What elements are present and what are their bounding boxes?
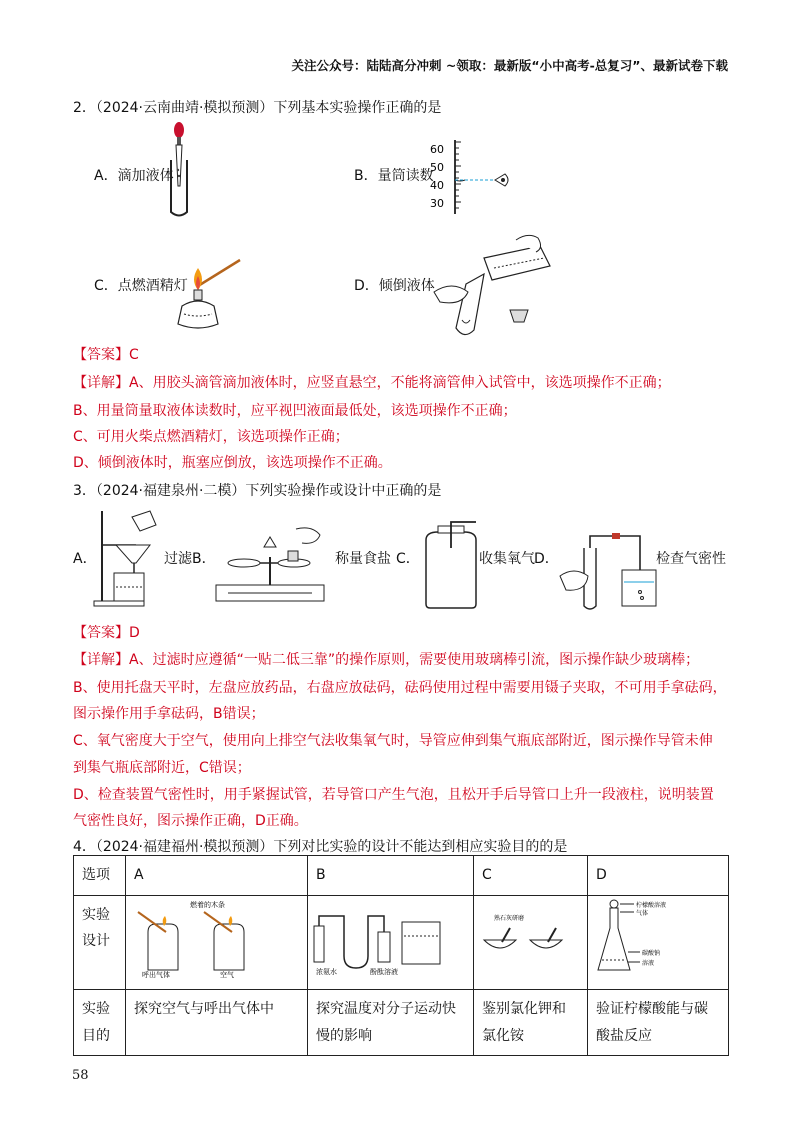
q2-fig-a-dropper bbox=[164, 120, 194, 220]
page-number: 58 bbox=[72, 1068, 89, 1083]
table-row bbox=[74, 990, 729, 1056]
q2-detail-1: 【详解】A、用胶头滴管滴加液体时，应竖直悬空，不能将滴管伸入试管中，该选项操作不正确； bbox=[73, 375, 671, 391]
q3-detail-2: B、使用托盘天平时，左盘应放药品，右盘应放砝码，砝码使用过程中需要用镊子夹取，不可用手拿砝码， bbox=[73, 680, 727, 696]
q2-fig-c-lamp bbox=[176, 258, 246, 336]
mortar-icon bbox=[484, 940, 516, 948]
q3-option-b: B． bbox=[192, 551, 216, 567]
q4-title: 4．（2024·福建福州·模拟预测）下列对比实验的设计不能达到相应实验目的的是 bbox=[73, 839, 568, 855]
test-tube-icon bbox=[456, 274, 484, 335]
q3-detail-7: 气密性良好，图示操作正确，D正确。 bbox=[73, 813, 308, 829]
table-cell bbox=[74, 990, 126, 1056]
q3-fig-d-airtight bbox=[556, 530, 666, 612]
table-row bbox=[74, 895, 729, 990]
table-row-label: 实验目的 bbox=[82, 1001, 110, 1044]
q3-detail-5: 到集气瓶底部附近，C错误； bbox=[73, 760, 251, 776]
fig-label: 空气 bbox=[220, 970, 234, 978]
q2-option-b: B．量筒读数 bbox=[354, 168, 434, 184]
hand-icon bbox=[296, 528, 320, 543]
u-tube-icon bbox=[319, 916, 384, 968]
fig-label: 浓氨水 bbox=[316, 967, 337, 976]
erlenmeyer-flask-icon bbox=[598, 908, 630, 970]
table-cell: D bbox=[588, 856, 729, 896]
funnel-icon bbox=[610, 900, 618, 908]
fig-label: 酚酞溶液 bbox=[370, 967, 398, 976]
q3-option-c-label: 收集氧气 bbox=[479, 551, 535, 567]
q3-option-b-label: 称量食盐 bbox=[335, 551, 391, 567]
test-tube-icon bbox=[378, 932, 390, 962]
q2-option-d: D．倾倒液体 bbox=[354, 278, 435, 294]
funnel-icon bbox=[116, 545, 150, 563]
table-cell: 验证柠檬酸能与碳酸盐反应 bbox=[588, 990, 729, 1056]
table-cell: B bbox=[308, 856, 474, 896]
test-tube-icon bbox=[314, 926, 324, 962]
q2-title: 2．（2024·云南曲靖·模拟预测）下列基本实验操作正确的是 bbox=[73, 100, 442, 116]
q3-option-d-label: 检查气密性 bbox=[656, 551, 726, 567]
q2-fig-b-cylinder bbox=[425, 138, 515, 216]
table-cell: A bbox=[126, 856, 308, 896]
q3-detail-3: 图示操作用手拿砝码，B错误； bbox=[73, 706, 265, 722]
table-cell: 选项 bbox=[74, 856, 126, 896]
q3-fig-b-balance bbox=[208, 523, 332, 607]
q2-fig-d-pour bbox=[432, 230, 562, 342]
cyl-tick-40: 40 bbox=[430, 179, 444, 192]
table-row bbox=[74, 856, 729, 896]
beaker-icon bbox=[132, 511, 156, 531]
fig-label: 气体 bbox=[636, 909, 649, 917]
q3-option-c: C． bbox=[396, 551, 420, 567]
q2-detail-3: C、可用火柴点燃酒精灯，该选项操作正确； bbox=[73, 429, 349, 445]
match-icon bbox=[198, 260, 240, 286]
q4-fig-b bbox=[310, 898, 470, 978]
fig-label: 柠檬酸溶液 bbox=[636, 901, 667, 909]
page-header: 关注公众号：陆陆高分冲刺 ~领取：最新版“小中高考-总复习”、最新试卷下载 bbox=[291, 58, 728, 73]
fig-label: 呼出气体 bbox=[142, 970, 170, 978]
table-cell: 探究空气与呼出气体中 bbox=[126, 990, 308, 1056]
q3-answer: 【答案】D bbox=[73, 625, 140, 641]
q4-fig-d bbox=[590, 898, 726, 978]
q2-detail-2: B、用量筒量取液体读数时，应平视凹液面最低处，该选项操作不正确； bbox=[73, 403, 517, 419]
q2-detail-4: D、倾倒液体时，瓶塞应倒放，该选项操作不正确。 bbox=[73, 455, 392, 471]
table-cell bbox=[308, 895, 474, 990]
q3-detail-1: 【详解】A、过滤时应遵循“一贴二低三靠”的操作原则，需要使用玻璃棒引流，图示操作缺少玻璃棒； bbox=[73, 652, 700, 668]
bottle-stopper-icon bbox=[510, 310, 528, 322]
table-cell: C bbox=[474, 856, 588, 896]
q3-option-a-label: 过滤 bbox=[164, 551, 192, 567]
q3-fig-c-gas-bottle bbox=[414, 518, 484, 610]
cyl-tick-30: 30 bbox=[430, 197, 444, 210]
q3-detail-6: D、检查装置气密性时，用手紧握试管，若导管口产生气泡，且松开手后导管口上升一段液柱，说明装置 bbox=[73, 787, 714, 803]
dropper-bulb-icon bbox=[174, 122, 184, 138]
q2-option-c: C．点燃酒精灯 bbox=[94, 278, 188, 294]
q3-title: 3．（2024·福建泉州·二模）下列实验操作或设计中正确的是 bbox=[73, 483, 442, 499]
table-cell bbox=[474, 895, 588, 990]
cyl-tick-50: 50 bbox=[430, 161, 444, 174]
beaker-icon bbox=[622, 570, 656, 606]
table-row-label: 实验设计 bbox=[82, 906, 110, 950]
reagent-bottle-icon bbox=[484, 246, 550, 280]
table-cell: 鉴别氯化钾和氯化铵 bbox=[474, 990, 588, 1056]
fig-label: 燃着的木条 bbox=[190, 900, 225, 909]
fig-label: 碳酸钠 bbox=[642, 949, 661, 957]
q4-fig-c bbox=[476, 898, 584, 978]
q4-comparison-table bbox=[73, 855, 729, 1056]
q3-fig-a-filter bbox=[92, 505, 170, 607]
q4-fig-a bbox=[128, 898, 304, 978]
q3-detail-4: C、氧气密度大于空气，使用向上排空气法收集氧气时，导管应伸到集气瓶底部附近，图示操作导管未伸 bbox=[73, 733, 713, 749]
fig-label: 熟石灰研磨 bbox=[494, 914, 525, 922]
weight-icon bbox=[288, 551, 298, 561]
left-pan-icon bbox=[228, 559, 260, 567]
table-cell: 探究温度对分子运动快慢的影响 bbox=[308, 990, 474, 1056]
mortar-icon bbox=[530, 940, 562, 948]
q2-option-a: A．滴加液体 bbox=[94, 168, 174, 184]
q2-answer: 【答案】C bbox=[73, 347, 139, 363]
beaker-icon bbox=[402, 922, 440, 964]
table-cell bbox=[588, 895, 729, 990]
q3-option-d: D． bbox=[534, 551, 559, 567]
fig-label: 溶液 bbox=[642, 959, 655, 967]
table-cell bbox=[74, 895, 126, 990]
cyl-tick-60: 60 bbox=[430, 143, 444, 156]
q3-option-a: A． bbox=[73, 551, 97, 567]
table-cell bbox=[126, 895, 308, 990]
